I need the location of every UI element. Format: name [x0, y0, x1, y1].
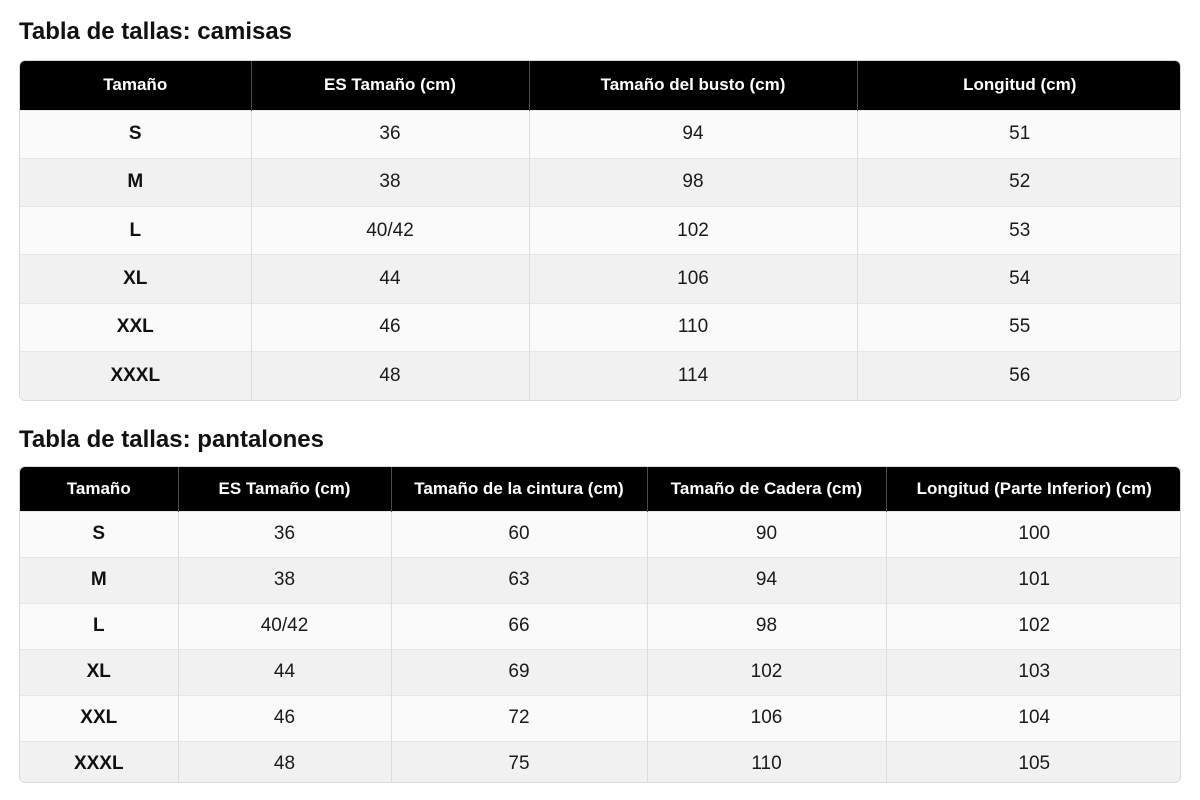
waist-cell: 60 [391, 511, 647, 557]
shirts-size-table-container [19, 60, 1181, 401]
length-cell: 105 [886, 741, 1181, 783]
size-cell: XXXL [20, 352, 251, 400]
hip-cell: 98 [647, 603, 886, 649]
size-cell: L [20, 207, 251, 255]
length-cell: 55 [857, 303, 1181, 351]
shirts-header-row [20, 61, 1181, 110]
table-row [20, 303, 1181, 351]
size-cell: XXL [20, 695, 178, 741]
es-size-cell: 46 [178, 695, 391, 741]
es-size-cell: 36 [178, 511, 391, 557]
table-row [20, 557, 1181, 603]
bust-cell: 102 [529, 207, 857, 255]
length-cell: 103 [886, 649, 1181, 695]
length-cell: 102 [886, 603, 1181, 649]
length-cell: 53 [857, 207, 1181, 255]
bust-cell: 106 [529, 255, 857, 303]
shirts-header-size: Tamaño [20, 61, 251, 110]
pants-header-length: Longitud (Parte Inferior) (cm) [886, 467, 1181, 511]
bust-cell: 110 [529, 303, 857, 351]
length-cell: 56 [857, 352, 1181, 400]
shirts-size-chart-title: Tabla de tallas: camisas [19, 18, 293, 45]
pants-size-table [20, 467, 1181, 783]
hip-cell: 94 [647, 557, 886, 603]
table-row [20, 110, 1181, 158]
table-row [20, 255, 1181, 303]
es-size-cell: 44 [178, 649, 391, 695]
bust-cell: 94 [529, 110, 857, 158]
table-row [20, 741, 1181, 783]
pants-header-waist: Tamaño de la cintura (cm) [391, 467, 647, 511]
length-cell: 104 [886, 695, 1181, 741]
pants-size-table-container [19, 466, 1181, 783]
es-size-cell: 44 [251, 255, 529, 303]
shirts-header-bust: Tamaño del busto (cm) [529, 61, 857, 110]
hip-cell: 110 [647, 741, 886, 783]
waist-cell: 75 [391, 741, 647, 783]
es-size-cell: 40/42 [251, 207, 529, 255]
bust-cell: 114 [529, 352, 857, 400]
table-row [20, 207, 1181, 255]
length-cell: 51 [857, 110, 1181, 158]
size-cell: M [20, 158, 251, 206]
size-cell: S [20, 511, 178, 557]
table-row [20, 695, 1181, 741]
es-size-cell: 38 [251, 158, 529, 206]
es-size-cell: 48 [251, 352, 529, 400]
hip-cell: 90 [647, 511, 886, 557]
waist-cell: 63 [391, 557, 647, 603]
size-cell: XXL [20, 303, 251, 351]
es-size-cell: 38 [178, 557, 391, 603]
es-size-cell: 40/42 [178, 603, 391, 649]
bust-cell: 98 [529, 158, 857, 206]
length-cell: 100 [886, 511, 1181, 557]
table-row [20, 352, 1181, 400]
pants-header-row [20, 467, 1181, 511]
pants-header-es-size: ES Tamaño (cm) [178, 467, 391, 511]
table-row [20, 511, 1181, 557]
es-size-cell: 46 [251, 303, 529, 351]
size-cell: XL [20, 649, 178, 695]
pants-size-chart-title: Tabla de tallas: pantalones [19, 426, 324, 453]
hip-cell: 102 [647, 649, 886, 695]
table-row [20, 158, 1181, 206]
pants-header-size: Tamaño [20, 467, 178, 511]
size-cell: M [20, 557, 178, 603]
shirts-header-length: Longitud (cm) [857, 61, 1181, 110]
shirts-header-es-size: ES Tamaño (cm) [251, 61, 529, 110]
hip-cell: 106 [647, 695, 886, 741]
length-cell: 54 [857, 255, 1181, 303]
pants-header-hip: Tamaño de Cadera (cm) [647, 467, 886, 511]
table-row [20, 649, 1181, 695]
size-cell: L [20, 603, 178, 649]
waist-cell: 66 [391, 603, 647, 649]
es-size-cell: 36 [251, 110, 529, 158]
shirts-size-table [20, 61, 1181, 400]
size-cell: XXXL [20, 741, 178, 783]
length-cell: 52 [857, 158, 1181, 206]
size-cell: XL [20, 255, 251, 303]
es-size-cell: 48 [178, 741, 391, 783]
waist-cell: 72 [391, 695, 647, 741]
length-cell: 101 [886, 557, 1181, 603]
waist-cell: 69 [391, 649, 647, 695]
size-cell: S [20, 110, 251, 158]
table-row [20, 603, 1181, 649]
